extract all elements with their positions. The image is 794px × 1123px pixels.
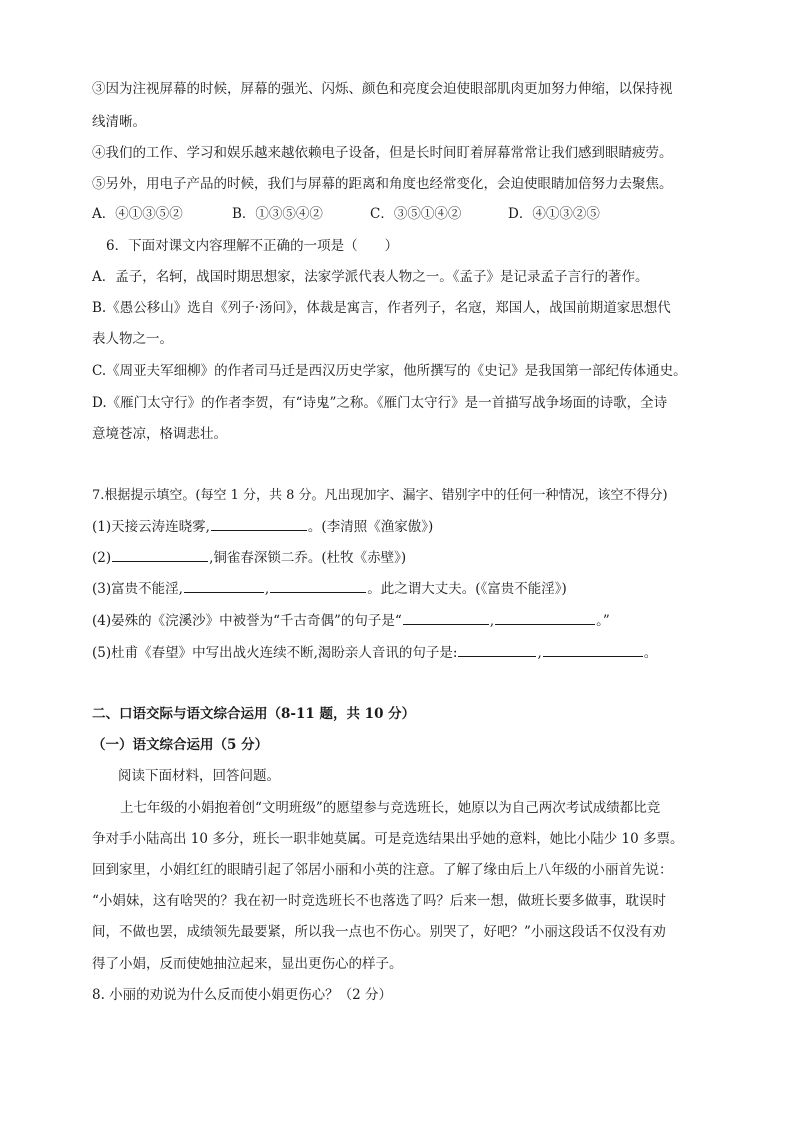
q6-option-c[interactable]: C.《周亚夫军细柳》的作者司马迁是西汉历史学家，他所撰写的《史记》是我国第一部纪传体通史。 [92, 363, 687, 379]
q7-stem: 7.根据提示填空。(每空 1 分，共 8 分。凡出现加字、漏字、错别字中的任何一种情况，该空不得分) [92, 488, 668, 503]
answer-blank-2[interactable] [112, 547, 208, 562]
q8-stem: 8. 小丽的劝说为什么反而使小娟更伤心？（2 分） [92, 987, 393, 1003]
answer-blank-7[interactable] [458, 642, 536, 657]
q7-item-3-suffix: 。此之谓大丈夫。(《富贵不能淫》) [367, 581, 567, 597]
q7-item-3-prefix: (3)富贵不能淫, [92, 581, 183, 597]
q7-item-4-sep: , [489, 613, 495, 629]
answer-blank-5[interactable] [403, 610, 489, 625]
q6-option-b[interactable]: B.《愚公移山》选自《列子·汤问》，体裁是寓言，作者列子，名寇，郑国人，战国前期道家思想代 [92, 300, 671, 316]
answer-blank-6[interactable] [495, 610, 595, 625]
q7-item-2-suffix: ,铜雀春深锁二乔。(杜牧《赤壁》) [209, 550, 407, 566]
q5-option-a[interactable]: A．④①③⑤② [92, 206, 183, 222]
q5-line-3: ③因为注视屏幕的时候，屏幕的强光、闪烁、颜色和亮度会迫使眼部肌肉更加努力伸缩，以保持视 [92, 81, 673, 97]
q5-line-3-cont: 线清晰。 [92, 114, 146, 130]
q7-item-1-prefix: (1)天接云涛连晓雾, [92, 519, 210, 535]
q7-item-3 [92, 578, 712, 599]
q7-item-2 [92, 547, 712, 568]
q7-item-2-prefix: (2) [92, 550, 112, 566]
answer-blank-8[interactable] [543, 642, 643, 657]
q6-stem: 6．下面对课文内容理解不正确的一项是（ ） [106, 238, 399, 254]
q5-option-d[interactable]: D．④①③②⑤ [508, 206, 600, 222]
q6-option-a[interactable]: A．孟子，名轲，战国时期思想家，法家学派代表人物之一。《孟子》是记录孟子言行的著作。 [92, 269, 649, 285]
q7-item-4-suffix: 。” [596, 613, 610, 629]
answer-blank-4[interactable] [270, 578, 366, 593]
passage-line-6: 得了小娟，反而使她抽泣起来，显出更伤心的样子。 [92, 956, 403, 972]
q6-option-d[interactable]: D.《雁门太守行》的作者李贺，有“诗鬼”之称。《雁门太守行》是一首描写战争场面的诗歌，全诗 [92, 395, 668, 411]
section-2-subtitle: （一）语文综合运用（5 分） [92, 737, 269, 753]
q5-option-b[interactable]: B．①③⑤④② [232, 206, 323, 222]
q7-item-5-suffix: 。 [643, 645, 658, 661]
q7-item-4 [92, 610, 712, 631]
q7-item-4-prefix: (4)晏殊的《浣溪沙》中被誉为“千古奇偶”的句子是“ [92, 613, 402, 629]
q7-item-1-suffix: 。(李清照《渔家傲》) [307, 519, 434, 535]
section-2-title: 二、口语交际与语文综合运用（8-11 题，共 10 分） [92, 706, 416, 722]
q7-item-5-sep: , [537, 645, 542, 661]
q5-line-4: ④我们的工作、学习和娱乐越来越依赖电子设备，但是长时间盯着屏幕常常让我们感到眼睛疲劳。 [92, 145, 673, 161]
passage-line-2: 争对手小陆高出 10 多分，班长一职非她莫属。可是竞选结果出乎她的意料，她比小陆少 10 多票。 [92, 831, 684, 847]
q5-option-c[interactable]: C．③⑤①④② [370, 206, 462, 222]
q7-item-5-prefix: (5)杜甫《春望》中写出战火连续不断,渴盼亲人音讯的句子是: [92, 645, 458, 661]
q7-item-1 [92, 516, 712, 537]
q5-options [92, 204, 712, 224]
q7-item-5 [92, 642, 712, 663]
passage-line-1: 上七年级的小娟抱着创“文明班级”的愿望参与竞选班长，她原以为自己两次考试成绩都比竞 [120, 800, 661, 816]
q5-line-5: ⑤另外，用电子产品的时候，我们与屏幕的距离和角度也经常变化，会迫使眼睛加倍努力去聚焦。 [92, 176, 673, 192]
q7-item-3-sep: , [264, 581, 270, 597]
answer-blank-1[interactable] [211, 516, 307, 531]
answer-blank-3[interactable] [184, 578, 264, 593]
reading-instruction: 阅读下面材料，回答问题。 [118, 768, 280, 784]
passage-line-5: 间，不做也罢，成绩领先最要紧，所以我一点也不伤心。别哭了，好吧？”小丽这段话不仅没有劝 [92, 924, 666, 940]
q6-option-d-cont: 意境苍凉，格调悲壮。 [92, 426, 227, 442]
passage-line-3: 回到家里，小娟红红的眼睛引起了邻居小丽和小英的注意。了解了缘由后上八年级的小丽首先说： [92, 862, 673, 878]
q6-option-b-cont: 表人物之一。 [92, 331, 173, 347]
passage-line-4: “小娟妹，这有啥哭的？我在初一时竞选班长不也落选了吗？后来一想，做班长要多做事，耽误时 [92, 893, 666, 909]
